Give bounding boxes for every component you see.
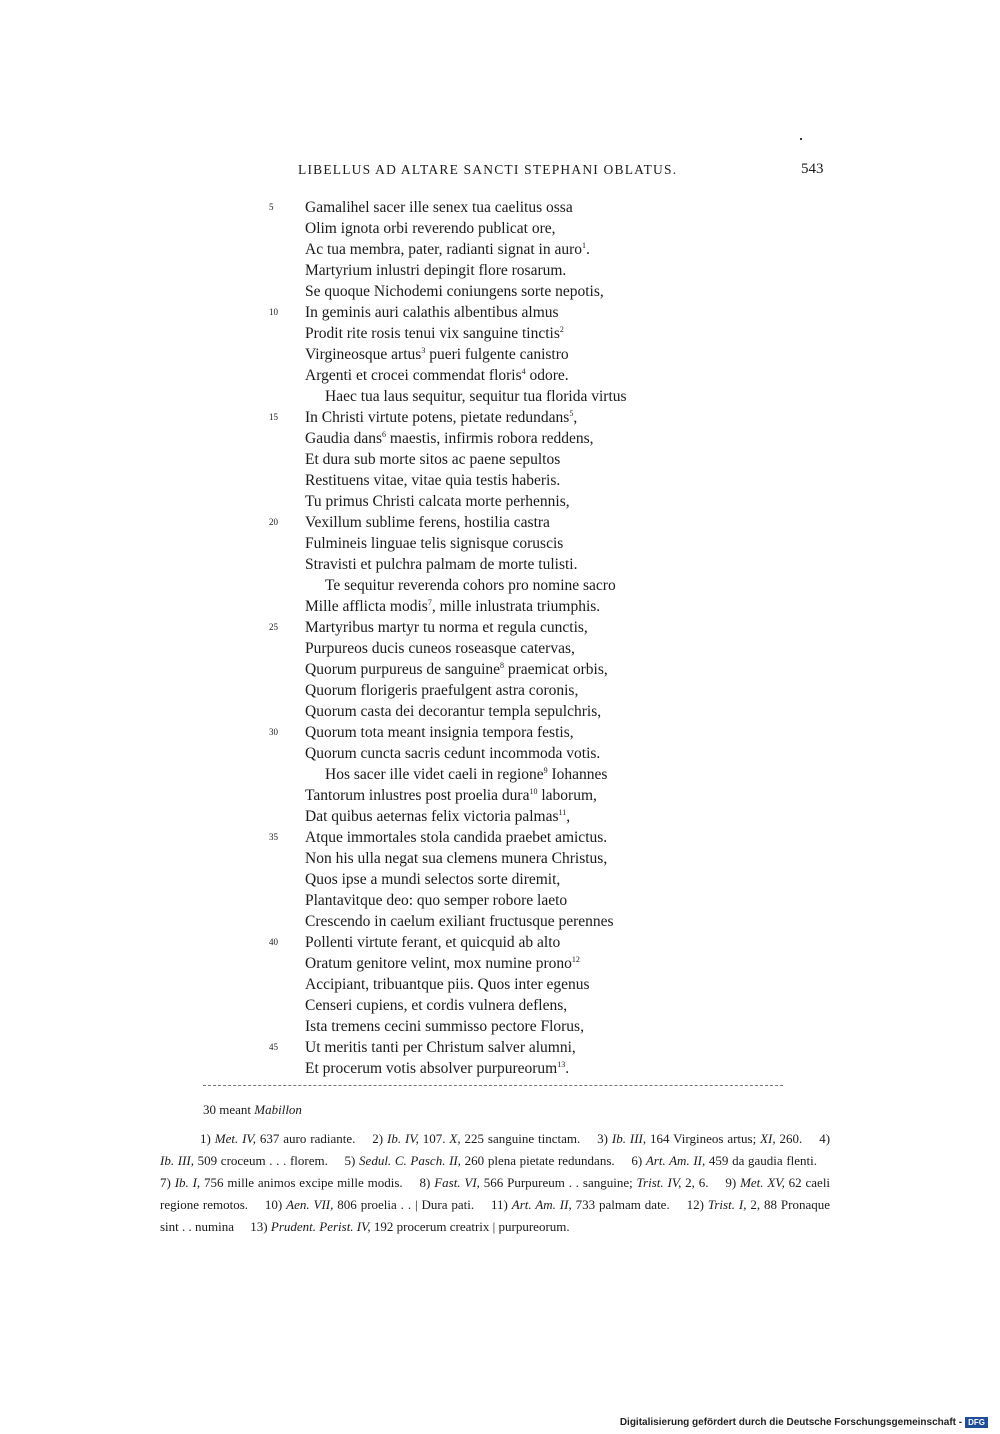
verse-line: [269, 617, 805, 638]
verse-line: [305, 428, 805, 449]
verse-text-continued: .: [586, 241, 590, 258]
footnote-marker: 5: [569, 409, 574, 418]
footnote-source: X,: [449, 1131, 461, 1146]
verse-text: Dat quibus aeternas felix victoria palmas: [305, 808, 559, 825]
footnote: [345, 1153, 615, 1168]
verse-text: Tantorum inlustres post proelia dura: [305, 787, 530, 804]
footnote: [265, 1197, 474, 1212]
footnote-source: XI,: [760, 1131, 776, 1146]
verse-text: Purpureos ducis cuneos roseasque catervas,: [305, 640, 575, 657]
footnote-source: Prudent. Perist. IV,: [270, 1219, 371, 1234]
verse-text-continued: ,: [573, 409, 578, 426]
verse-text-continued: odore.: [525, 367, 569, 384]
footnote-text: 806 proelia . . | Dura pati.: [333, 1197, 475, 1212]
footnote-number: 10): [264, 1197, 283, 1212]
credit-text: Digitalisierung gefördert durch die Deutsche Forschungsgemeinschaft -: [619, 1417, 963, 1428]
running-title: LIBELLUS AD ALTARE SANCTI STEPHANI OBLATUS.: [298, 162, 678, 177]
verse-text: Olim ignota orbi reverendo publicat ore,: [305, 220, 556, 237]
verse-text: Plantavitque deo: quo semper robore laeto: [305, 892, 568, 909]
verse-text: Argenti et crocei commendat floris: [305, 367, 522, 384]
verse-line: [269, 827, 805, 848]
footnote-source: Ib. I,: [174, 1175, 201, 1190]
verse-text: Pollenti virtute ferant, et quicquid ab alto: [305, 934, 561, 951]
verse-text-continued: laborum,: [537, 787, 597, 804]
footnote-text: 566 Purpureum . . sanguine;: [479, 1175, 637, 1190]
footnote-number: 9): [725, 1175, 737, 1190]
verse-text-continued: , mille inlustrata triumphis.: [431, 598, 601, 615]
verse-text: Te sequitur reverenda cohors pro nomine sacro: [325, 577, 616, 594]
verse-line: [305, 491, 805, 512]
apparatus-note: [203, 1102, 302, 1118]
verse-line: [305, 470, 805, 491]
footnote: [597, 1131, 802, 1146]
verse-line: [305, 848, 805, 869]
footnote-source: Art. Am. II,: [645, 1153, 706, 1168]
verse-line: [305, 323, 805, 344]
footnote-marker: 12: [571, 955, 580, 964]
footnote-text: 192 procerum creatrix | purpureorum.: [370, 1219, 570, 1234]
footnote: [372, 1131, 580, 1146]
verse-line: [269, 197, 805, 218]
apparatus-source: Mabillon: [254, 1102, 302, 1117]
verse-text: Se quoque Nichodemi coniungens sorte nepotis,: [305, 283, 604, 300]
verse-text: Martyrium inlustri depingit flore rosarum.: [305, 262, 567, 279]
verse-text: Crescendo in caelum exiliant fructusque perennes: [305, 913, 614, 930]
verse-line: [305, 953, 805, 974]
verse-text-continued: maestis, infirmis robora reddens,: [386, 430, 594, 447]
verse-line: [305, 806, 805, 827]
footnote-text: 225 sanguine tinctam.: [460, 1131, 581, 1146]
verse-text: Virgineosque artus: [305, 346, 422, 363]
verse-text-continued: Iohannes: [547, 766, 608, 783]
verse-line: [305, 449, 805, 470]
verse-line: [305, 974, 805, 995]
verse-line: [305, 344, 805, 365]
verse-text: Atque immortales stola candida praebet amictus.: [305, 829, 608, 846]
footnote-source: Fast. VI,: [434, 1175, 480, 1190]
verse-text: Accipiant, tribuantque piis. Quos inter egenus: [305, 976, 590, 993]
line-number: 35: [269, 832, 278, 842]
digitization-credit: [620, 1417, 988, 1428]
footnote-number: 7): [160, 1175, 171, 1190]
verse-line: [305, 911, 805, 932]
footnote-source: Trist. IV,: [636, 1175, 682, 1190]
verse-line: [305, 239, 805, 260]
verse-line: [305, 764, 805, 785]
verse-line: [305, 785, 805, 806]
verse-line: [305, 659, 805, 680]
verse-line: [269, 722, 805, 743]
footnote-marker: 1: [582, 241, 586, 250]
verse-line: [305, 386, 805, 407]
verse-line: [305, 533, 805, 554]
footnote-marker: 8: [500, 661, 504, 670]
footnote: [160, 1175, 403, 1190]
line-number: 25: [269, 622, 278, 632]
verse-text: Mille afflicta modis: [305, 598, 428, 615]
footnote-marker: 3: [421, 346, 426, 355]
verse-text: Ista tremens cecini summisso pectore Florus,: [305, 1018, 584, 1035]
footnote-marker: 2: [559, 325, 564, 334]
footnote-marker: 10: [529, 787, 538, 796]
verse-text: Gaudia dans: [305, 430, 383, 447]
verse-text: Quorum purpureus de sanguine: [305, 661, 500, 678]
footnote-source: Met. IV,: [214, 1131, 256, 1146]
verse-text: In Christi virtute potens, pietate redundans: [305, 409, 570, 426]
verse-text: Quos ipse a mundi selectos sorte diremit,: [305, 871, 561, 888]
footnote-number: 6): [631, 1153, 643, 1168]
verse-text: In geminis auri calathis albentibus almus: [305, 304, 559, 321]
footnote-text: 756 mille animos excipe mille modis.: [200, 1175, 403, 1190]
verse-line: [269, 512, 805, 533]
scan-speck: [800, 138, 802, 140]
footnote-marker: 13: [557, 1060, 566, 1069]
footnote-source: Ib. III,: [611, 1131, 647, 1146]
verse-line: [269, 302, 805, 323]
line-number: 15: [269, 412, 278, 422]
footnote-text: 459 da gaudia flenti.: [705, 1153, 818, 1168]
footnote-rule: [203, 1085, 783, 1086]
verse-text: Hos sacer ille videt caeli in regione: [325, 766, 544, 783]
footnote-number: 4): [819, 1131, 831, 1146]
verse-line: [305, 638, 805, 659]
verse-line: [269, 932, 805, 953]
footnote-source: Aen. VII,: [286, 1197, 334, 1212]
footnote-marker: 11: [558, 808, 567, 817]
footnote-number: 2): [372, 1131, 384, 1146]
footnote-source: Met. XV,: [740, 1175, 785, 1190]
verse-text: Haec tua laus sequitur, sequitur tua florida virtus: [325, 388, 627, 405]
verse-text: Et dura sub morte sitos ac paene sepultos: [305, 451, 561, 468]
verse-text: Ut meritis tanti per Christum salver alumni,: [305, 1039, 576, 1056]
verse-text: Fulmineis linguae telis signisque coruscis: [305, 535, 564, 552]
poem-verse-block: [269, 197, 805, 1079]
footnote-number: 5): [344, 1153, 356, 1168]
footnote-text: 260 plena pietate redundans.: [461, 1153, 615, 1168]
verse-line: [305, 218, 805, 239]
footnote: [250, 1219, 569, 1234]
verse-text: Quorum cuncta sacris cedunt incommoda votis.: [305, 745, 601, 762]
verse-line: [305, 575, 805, 596]
footnote: [200, 1131, 355, 1146]
footnote-text: 509 croceum . . . florem.: [193, 1153, 328, 1168]
footnote-marker: 7: [427, 598, 432, 607]
verse-line: [305, 743, 805, 764]
verse-text: Tu primus Christi calcata morte perhennis,: [305, 493, 570, 510]
footnote-marker: 4: [521, 367, 526, 376]
footnote-number: 12): [686, 1197, 704, 1212]
verse-line: [305, 869, 805, 890]
verse-line: [269, 407, 805, 428]
verse-line: [305, 701, 805, 722]
verse-line: [305, 995, 805, 1016]
line-number: 30: [269, 727, 278, 737]
footnote-number: 3): [597, 1131, 608, 1146]
footnote-source: Trist. I,: [707, 1197, 747, 1212]
footnote: [491, 1197, 670, 1212]
footnote-number: 11): [491, 1197, 508, 1212]
verse-text-continued: praemicat orbis,: [504, 661, 608, 678]
verse-line: [305, 554, 805, 575]
verse-text: Quorum casta dei decorantur templa sepulchris,: [305, 703, 602, 720]
footnote-text: 107.: [418, 1131, 450, 1146]
footnote-source: Ib. IV,: [387, 1131, 419, 1146]
apparatus-line-ref: 30: [203, 1102, 216, 1117]
verse-text: Vexillum sublime ferens, hostilia castra: [305, 514, 550, 531]
verse-text: Quorum tota meant insignia tempora festis,: [305, 724, 574, 741]
footnote-marker: 9: [543, 766, 548, 775]
verse-line: [305, 281, 805, 302]
footnote-number: 1): [200, 1131, 211, 1146]
footnote-text: 62 caeli regione remotos.: [160, 1175, 831, 1212]
footnote-source: Art. Am. II,: [511, 1197, 572, 1212]
verse-text-continued: ,: [566, 808, 571, 825]
dfg-logo: DFG: [965, 1417, 988, 1428]
line-number: 20: [269, 517, 278, 527]
verse-line: [305, 260, 805, 281]
footnote: [420, 1175, 709, 1190]
verse-text: Gamalihel sacer ille senex tua caelitus ossa: [305, 199, 573, 216]
page-number: 543: [801, 161, 824, 177]
footnote-number: 13): [250, 1219, 268, 1234]
footnote-source: Ib. III,: [160, 1153, 194, 1168]
verse-text: Et procerum votis absolver purpureorum: [305, 1060, 558, 1077]
verse-text: Ac tua membra, pater, radianti signat in auro: [305, 241, 582, 258]
verse-text: Non his ulla negat sua clemens munera Christus,: [305, 850, 608, 867]
footnotes: [160, 1128, 830, 1238]
verse-text: Quorum florigeris praefulgent astra coronis,: [305, 682, 579, 699]
footnote-text: 260.: [775, 1131, 803, 1146]
verse-line: [305, 1016, 805, 1037]
verse-text: Censeri cupiens, et cordis vulnera deflens,: [305, 997, 568, 1014]
verse-text: Martyribus martyr tu norma et regula cunctis,: [305, 619, 588, 636]
verse-text: Oratum genitore velint, mox numine prono: [305, 955, 572, 972]
line-number: 5: [269, 202, 274, 212]
footnote-source: Sedul. C. Pasch. II,: [359, 1153, 462, 1168]
footnote-text: 2, 6.: [681, 1175, 709, 1190]
footnote-text: 164 Virgineos artus;: [646, 1131, 761, 1146]
footnote-number: 8): [419, 1175, 431, 1190]
footnote: [631, 1153, 817, 1168]
verse-text: Prodit rite rosis tenui vix sanguine tinctis: [305, 325, 560, 342]
verse-line: [305, 1058, 805, 1079]
verse-text: Stravisti et pulchra palmam de morte tulisti.: [305, 556, 578, 573]
verse-text-continued: .: [565, 1060, 570, 1077]
line-number: 45: [269, 1042, 278, 1052]
verse-line: [305, 596, 805, 617]
footnote-text: 637 auro radiante.: [255, 1131, 356, 1146]
line-number: 10: [269, 307, 278, 317]
verse-line: [269, 1037, 805, 1058]
footnote-text: 733 palmam date.: [571, 1197, 670, 1212]
verse-text: Restituens vitae, vitae quia testis haberis.: [305, 472, 561, 489]
verse-text-continued: pueri fulgente canistro: [425, 346, 569, 363]
footnote-marker: 6: [382, 430, 387, 439]
verse-line: [305, 890, 805, 911]
verse-line: [305, 365, 805, 386]
verse-line: [305, 680, 805, 701]
footnote-text: 2, 88 Pronaque sint . . numina: [160, 1197, 831, 1234]
apparatus-text: meant: [216, 1102, 255, 1117]
line-number: 40: [269, 937, 278, 947]
